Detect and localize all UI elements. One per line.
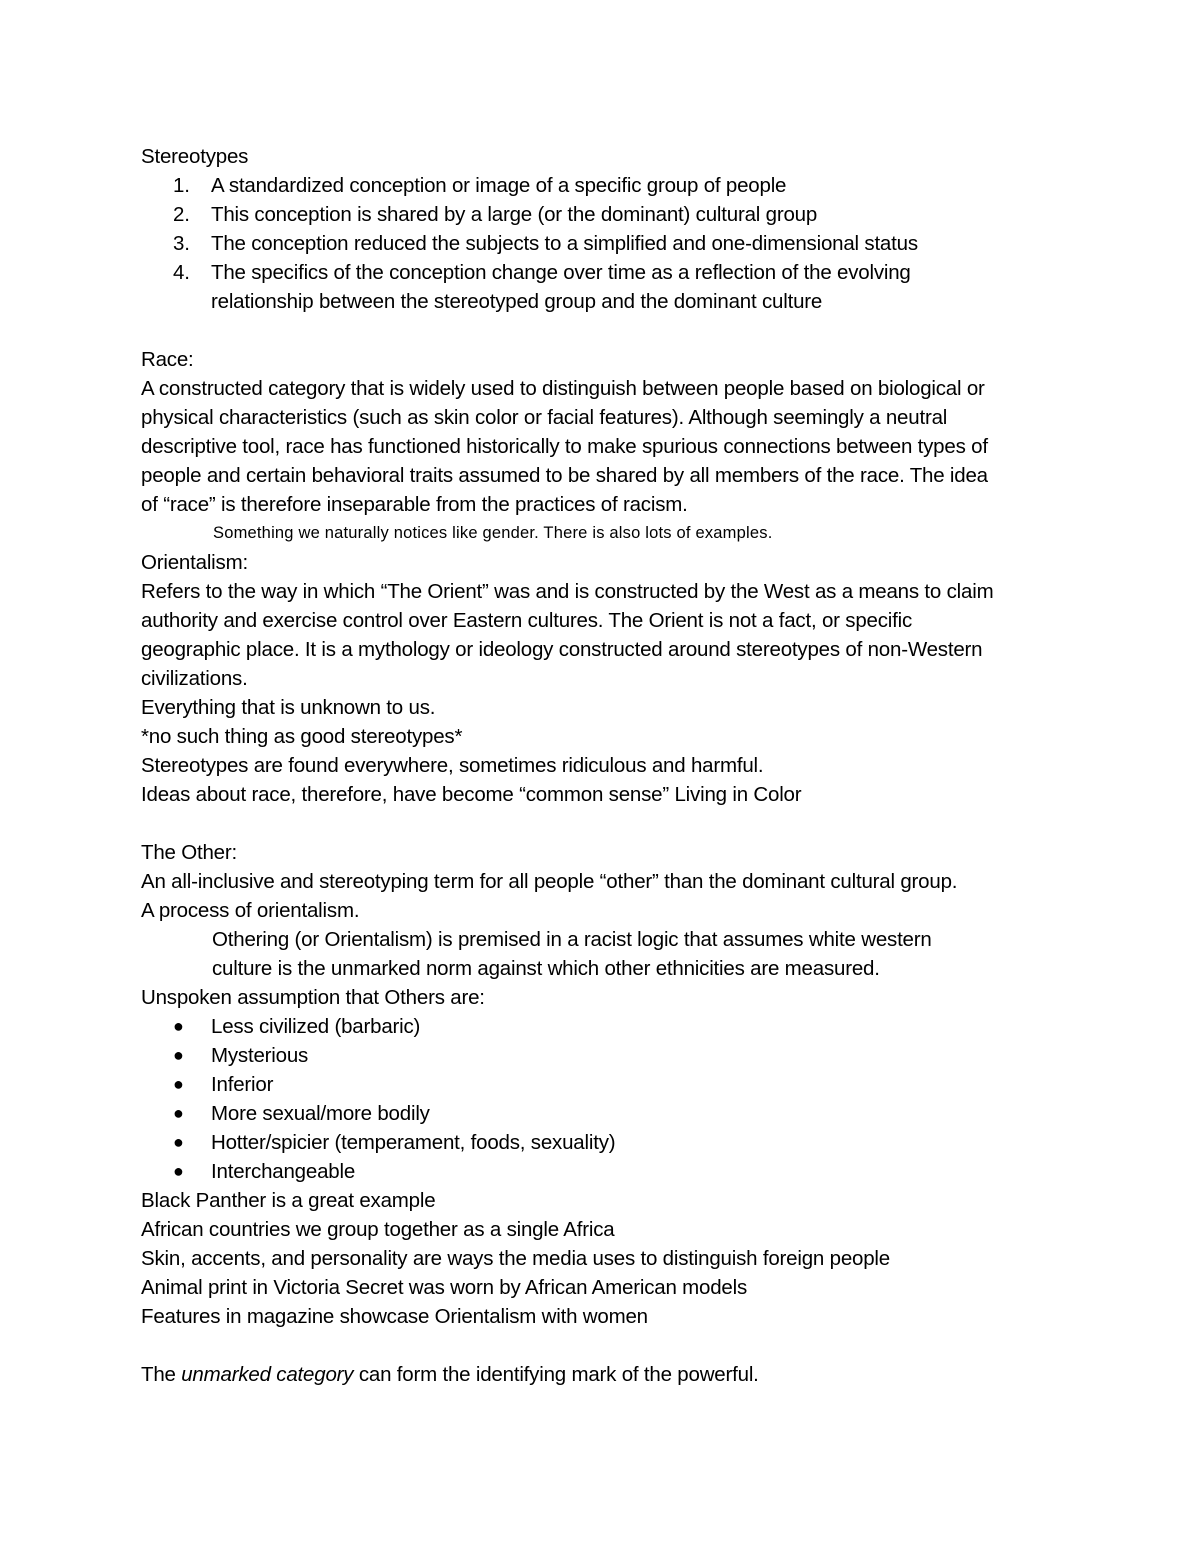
list-item: [141, 258, 1101, 316]
bullet-icon: ●: [173, 1074, 184, 1094]
list-item: [141, 1128, 1101, 1157]
stereotypes-heading: Stereotypes: [141, 145, 249, 168]
list-item: [141, 1070, 1101, 1099]
orientalism-definition-line: authority and exercise control over Eastern cultures. The Orient is not a fact, or specific: [141, 609, 913, 632]
bullet-icon: ●: [173, 1161, 184, 1181]
race-definition-line: of “race” is therefore inseparable from the practices of racism.: [141, 493, 688, 516]
list-item-text: A standardized conception or image of a specific group of people: [211, 174, 787, 197]
other-note: Features in magazine showcase Orientalism with women: [141, 1305, 648, 1328]
orientalism-definition-line: civilizations.: [141, 667, 248, 690]
list-item-text: Inferior: [211, 1073, 274, 1096]
race-heading: Race:: [141, 348, 194, 371]
orientalism-heading: Orientalism:: [141, 551, 248, 574]
list-item: [141, 229, 1101, 258]
list-item: [141, 1157, 1101, 1186]
stereotypes-list: [141, 171, 1101, 316]
othering-line: Othering (or Orientalism) is premised in a racist logic that assumes white western: [212, 928, 932, 951]
closing-after: can form the identifying mark of the powerful.: [353, 1363, 759, 1386]
other-definition: An all-inclusive and stereotyping term for all people “other” than the dominant cultural group.: [141, 870, 958, 893]
list-item: [141, 171, 1101, 200]
bullet-icon: ●: [173, 1016, 184, 1036]
list-item: [141, 200, 1101, 229]
orientalism-definition-line: geographic place. It is a mythology or ideology constructed around stereotypes of non-Western: [141, 638, 983, 661]
other-process: A process of orientalism.: [141, 899, 360, 922]
bullet-icon: ●: [173, 1132, 184, 1152]
closing-italic: unmarked category: [181, 1363, 354, 1386]
list-item-text: Interchangeable: [211, 1160, 356, 1183]
list-number: 4.: [173, 261, 190, 284]
orientalism-definition-line: Refers to the way in which “The Orient” was and is constructed by the West as a means to claim: [141, 580, 994, 603]
list-item-text: The conception reduced the subjects to a simplified and one-dimensional status: [211, 232, 918, 255]
closing-sentence: [141, 1360, 1101, 1389]
race-definition-line: A constructed category that is widely used to distinguish between people based on biological or: [141, 377, 985, 400]
list-item-text: Less civilized (barbaric): [211, 1015, 421, 1038]
bullet-icon: ●: [173, 1045, 184, 1065]
race-note: Something we naturally notices like gender. There is also lots of examples.: [213, 524, 773, 542]
blank-line: [141, 316, 1101, 345]
list-number: 1.: [173, 174, 190, 197]
orientalism-note: Stereotypes are found everywhere, sometimes ridiculous and harmful.: [141, 754, 764, 777]
list-item-text: The specifics of the conception change over time as a reflection of the evolving relationship between the stereotyped group and the dominant culture: [211, 261, 911, 313]
race-definition-line: physical characteristics (such as skin color or facial features). Although seemingly a neutral: [141, 406, 948, 429]
other-note: African countries we group together as a single Africa: [141, 1218, 615, 1241]
list-number: 3.: [173, 232, 190, 255]
other-heading: The Other:: [141, 841, 237, 864]
list-item: [141, 1012, 1101, 1041]
assumption-intro: Unspoken assumption that Others are:: [141, 986, 485, 1009]
other-note: Animal print in Victoria Secret was worn by African American models: [141, 1276, 748, 1299]
bullet-icon: ●: [173, 1103, 184, 1123]
orientalism-note: Everything that is unknown to us.: [141, 696, 436, 719]
other-note: Skin, accents, and personality are ways the media uses to distinguish foreign people: [141, 1247, 890, 1270]
race-definition-line: people and certain behavioral traits assumed to be shared by all members of the race. The idea: [141, 464, 988, 487]
list-item-text: Mysterious: [211, 1044, 309, 1067]
list-item-text: Hotter/spicier (temperament, foods, sexuality): [211, 1131, 616, 1154]
orientalism-note: *no such thing as good stereotypes*: [141, 725, 463, 748]
orientalism-note: Ideas about race, therefore, have become “common sense” Living in Color: [141, 783, 802, 806]
blank-line: [141, 809, 1101, 838]
list-item: [141, 1041, 1101, 1070]
list-item: [141, 1099, 1101, 1128]
closing-before: The: [141, 1363, 182, 1386]
othering-line: culture is the unmarked norm against which other ethnicities are measured.: [212, 957, 880, 980]
assumptions-list: [141, 1012, 1101, 1186]
other-note: Black Panther is a great example: [141, 1189, 436, 1212]
blank-line: [141, 1331, 1101, 1360]
race-definition-line: descriptive tool, race has functioned historically to make spurious connections between types of: [141, 435, 988, 458]
document-page: [141, 142, 1101, 1389]
list-item-text: More sexual/more bodily: [211, 1102, 430, 1125]
list-item-text: This conception is shared by a large (or the dominant) cultural group: [211, 203, 818, 226]
list-number: 2.: [173, 203, 190, 226]
